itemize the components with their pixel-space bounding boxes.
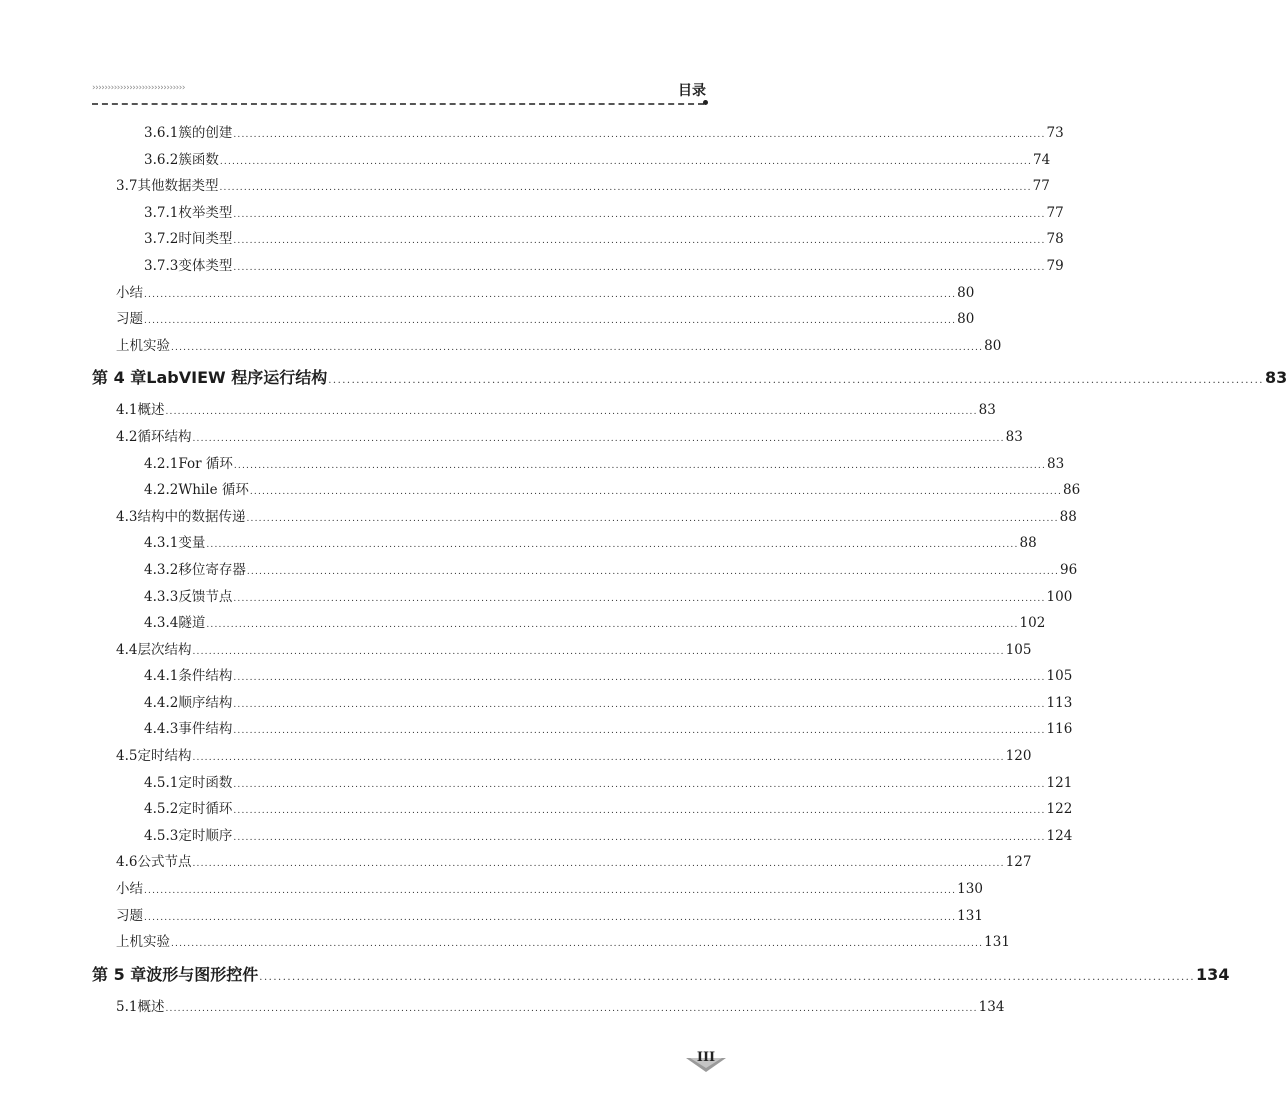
toc-entry-page: 134 <box>1196 964 1230 984</box>
toc-entry-title: 概述 <box>137 402 165 419</box>
toc-entry-title: 簇的创建 <box>178 125 233 141</box>
toc-entry-title: 反馈节点 <box>178 588 233 605</box>
toc-entry-page: 127 <box>1005 854 1032 871</box>
toc-entry-page: 88 <box>1059 508 1077 525</box>
toc-entry-title: 隧道 <box>178 615 206 632</box>
toc-entry[interactable] <box>92 994 1005 1021</box>
toc-entry-page: 134 <box>978 998 1005 1015</box>
toc-entry[interactable] <box>92 280 975 307</box>
toc-entry-number: 4.5.1 <box>144 774 179 791</box>
toc-entry-title: 移位寄存器 <box>178 561 246 578</box>
toc-entry-number: 4.4.2 <box>144 694 179 711</box>
toc-entry[interactable] <box>92 333 1002 360</box>
toc-entry-page: 77 <box>1046 204 1064 221</box>
toc-entry-number: 4.2.2 <box>144 482 179 499</box>
toc-entry-title: 定时函数 <box>178 774 233 791</box>
toc-entry-number: 3.7.3 <box>144 257 179 274</box>
toc-entry[interactable] <box>92 147 1051 174</box>
toc-entry-title: 条件结构 <box>178 668 233 685</box>
toc-entry-title: 定时循环 <box>178 801 233 818</box>
toc-entry-page: 105 <box>1005 641 1032 658</box>
toc-entry-number: 第 4 章 <box>92 368 147 388</box>
toc-entry[interactable] <box>92 253 1064 280</box>
toc-entry-number: 4.2 <box>116 428 138 445</box>
toc-entry-page: 77 <box>1032 178 1050 195</box>
toc-entry-title: 上机实验 <box>116 934 170 951</box>
toc-entry-number: 4.5.2 <box>144 801 179 818</box>
toc-entry-page: 131 <box>984 934 1010 951</box>
toc-entry-title: 簇函数 <box>178 151 219 168</box>
toc-entry[interactable] <box>92 610 1046 637</box>
toc-entry-number: 4.5.3 <box>144 827 179 844</box>
toc-entry[interactable] <box>92 530 1037 557</box>
toc-entry[interactable] <box>92 226 1064 253</box>
toc-entry-title: 循环结构 <box>137 428 192 445</box>
toc-entry-page: 113 <box>1046 694 1073 711</box>
toc-entry[interactable] <box>92 743 1032 770</box>
toc-dot-leader: ........................................................................................................................................................................................................ <box>165 407 978 418</box>
toc-entry-number: 5.1 <box>116 998 138 1015</box>
toc-dot-leader: ........................................................................................................................................................................................................ <box>206 620 1019 631</box>
toc-entry-page: 83 <box>1047 455 1065 472</box>
toc-entry-title: 变体类型 <box>178 257 233 274</box>
page-number: III <box>696 1050 716 1065</box>
toc-entry-number: 4.3.2 <box>144 561 179 578</box>
toc-entry[interactable] <box>92 504 1077 531</box>
toc-entry-title: 枚举类型 <box>178 204 233 221</box>
toc-entry-page: 73 <box>1046 125 1064 141</box>
toc-entry[interactable] <box>92 876 983 903</box>
running-header <box>92 80 708 108</box>
toc-dot-leader: ........................................................................................................................................................................................................ <box>249 487 1063 498</box>
toc-dot-leader: ........................................................................................................................................................................................................ <box>171 342 984 353</box>
toc-dot-leader: ........................................................................................................................................................................................................ <box>144 886 957 897</box>
toc-entry[interactable] <box>92 770 1073 797</box>
toc-entry-title: 公式节点 <box>137 854 192 871</box>
toc-dot-leader: ........................................................................................................................................................................................................ <box>206 540 1019 551</box>
toc-entry-title: 习题 <box>116 311 143 328</box>
toc-entry-number: 3.7.1 <box>144 204 179 221</box>
toc-entry[interactable] <box>92 200 1064 227</box>
toc-entry-page: 121 <box>1046 774 1073 791</box>
toc-entry[interactable] <box>92 424 1023 451</box>
toc-dot-leader: ........................................................................................................................................................................................................ <box>165 1003 978 1014</box>
toc-entry[interactable] <box>92 306 975 333</box>
toc-entry-number: 3.6.1 <box>144 125 179 141</box>
toc-dot-leader: ........................................................................................................................................................................................................ <box>144 316 957 327</box>
toc-entry-page: 130 <box>957 881 983 898</box>
toc-entry-number: 3.7 <box>116 178 138 195</box>
toc-entry[interactable] <box>92 637 1032 664</box>
toc-entry-page: 124 <box>1046 827 1073 844</box>
toc-chapter-entry[interactable] <box>92 359 1287 397</box>
toc-dot-leader: ........................................................................................................................................................................................................ <box>192 646 1005 657</box>
toc-entry-title: 波形与图形控件 <box>146 964 259 984</box>
toc-entry[interactable] <box>92 849 1032 876</box>
page-number-marker <box>686 1050 726 1074</box>
toc-dot-leader: ........................................................................................................................................................................................................ <box>233 236 1046 247</box>
toc-entry-page: 74 <box>1033 151 1051 168</box>
toc-dot-leader: ........................................................................................................................................................................................................ <box>192 859 1005 870</box>
toc-entry-page: 116 <box>1046 721 1073 738</box>
toc-entry-page: 80 <box>957 284 975 301</box>
toc-entry-title: LabVIEW 程序运行结构 <box>146 368 328 388</box>
toc-entry-title: 小结 <box>116 284 143 301</box>
toc-dot-leader: ........................................................................................................................................................................................................ <box>233 593 1046 604</box>
toc-entry-title: For 循环 <box>178 455 233 472</box>
toc-entry-page: 80 <box>984 337 1002 354</box>
toc-entry-title: 概述 <box>137 998 165 1015</box>
toc-entry[interactable] <box>92 557 1078 584</box>
toc-entry-page: 80 <box>957 311 975 328</box>
toc-entry-page: 86 <box>1063 482 1081 499</box>
toc-entry-page: 83 <box>1005 428 1023 445</box>
toc-entry-title: 事件结构 <box>178 721 233 738</box>
toc-entry-title: While 循环 <box>178 482 249 499</box>
toc-entry[interactable] <box>92 823 1073 850</box>
toc-entry[interactable] <box>92 903 983 930</box>
toc-entry-number: 4.4.1 <box>144 668 179 685</box>
toc-entry-number: 4.6 <box>116 854 138 871</box>
toc-dot-leader: ........................................................................................................................................................................................................ <box>233 262 1046 273</box>
toc-entry-number: 第 5 章 <box>92 964 147 984</box>
toc-entry-page: 102 <box>1019 615 1046 632</box>
toc-entry-number: 4.4 <box>116 641 138 658</box>
toc-entry-title: 其他数据类型 <box>137 178 219 195</box>
toc-dot-leader: ........................................................................................................................................................................................................ <box>233 209 1046 220</box>
header-arrow-ornament: ›››››››››››››››››››››››››››››› <box>92 83 185 93</box>
toc-entry-number: 4.3.3 <box>144 588 179 605</box>
toc-entry-number: 4.3.1 <box>144 535 179 552</box>
toc-entry-page: 120 <box>1005 748 1032 765</box>
toc-entry-title: 习题 <box>116 907 143 924</box>
toc-dot-leader: ........................................................................................................................................................................................................ <box>233 673 1046 684</box>
toc-entry-title: 变量 <box>178 535 206 552</box>
toc-dot-leader: ........................................................................................................................................................................................................ <box>233 726 1046 737</box>
toc-entry-number: 3.7.2 <box>144 231 179 248</box>
toc-entry-page: 88 <box>1019 535 1037 552</box>
toc-dot-leader: ........................................................................................................................................................................................................ <box>192 433 1005 444</box>
toc-entry-page: 105 <box>1046 668 1073 685</box>
toc-entry-number: 3.6.2 <box>144 151 179 168</box>
toc-entry-page: 83 <box>978 402 996 419</box>
toc-entry-page: 96 <box>1060 561 1078 578</box>
toc-entry-title: 定时结构 <box>137 748 192 765</box>
table-of-contents <box>92 120 1287 1020</box>
toc-dot-leader: ........................................................................................................................................................................................................ <box>328 375 1264 387</box>
toc-dot-leader: ........................................................................................................................................................................................................ <box>144 912 957 923</box>
toc-dot-leader: ........................................................................................................................................................................................................ <box>233 832 1046 843</box>
header-title: 目录 <box>678 83 706 99</box>
toc-entry-number: 4.3 <box>116 508 138 525</box>
toc-entry-page: 78 <box>1046 231 1064 248</box>
toc-entry-number: 4.2.1 <box>144 455 179 472</box>
toc-dot-leader: ........................................................................................................................................................................................................ <box>233 130 1046 140</box>
toc-dot-leader: ........................................................................................................................................................................................................ <box>171 939 984 950</box>
toc-entry-title: 结构中的数据传递 <box>137 508 246 525</box>
toc-entry[interactable] <box>92 451 1065 478</box>
toc-entry-title: 时间类型 <box>178 231 233 248</box>
toc-entry-title: 层次结构 <box>137 641 192 658</box>
toc-dot-leader: ........................................................................................................................................................................................................ <box>233 806 1046 817</box>
toc-entry-number: 4.4.3 <box>144 721 179 738</box>
toc-dot-leader: ........................................................................................................................................................................................................ <box>233 779 1046 790</box>
toc-dot-leader: ........................................................................................................................................................................................................ <box>259 971 1196 983</box>
toc-entry[interactable] <box>92 120 1064 147</box>
toc-entry-title: 定时顺序 <box>178 827 233 844</box>
toc-entry-title: 顺序结构 <box>178 694 233 711</box>
toc-entry-page: 131 <box>957 907 983 924</box>
toc-entry[interactable] <box>92 477 1081 504</box>
toc-entry[interactable] <box>92 690 1073 717</box>
toc-entry[interactable] <box>92 929 1010 956</box>
toc-chapter-entry[interactable] <box>92 956 1230 994</box>
toc-dot-leader: ........................................................................................................................................................................................................ <box>246 513 1059 524</box>
toc-dot-leader: ........................................................................................................................................................................................................ <box>219 156 1033 167</box>
toc-entry-number: 4.3.4 <box>144 615 179 632</box>
toc-entry[interactable] <box>92 173 1050 200</box>
toc-dot-leader: ........................................................................................................................................................................................................ <box>233 460 1047 471</box>
toc-entry[interactable] <box>92 716 1073 743</box>
toc-dot-leader: ........................................................................................................................................................................................................ <box>192 753 1005 764</box>
toc-entry[interactable] <box>92 663 1073 690</box>
toc-dot-leader: ........................................................................................................................................................................................................ <box>233 699 1046 710</box>
header-rule-end-dot <box>703 100 708 105</box>
toc-entry-page: 122 <box>1046 801 1073 818</box>
toc-entry[interactable] <box>92 584 1073 611</box>
toc-entry-title: 小结 <box>116 881 143 898</box>
toc-entry-number: 4.5 <box>116 748 138 765</box>
toc-entry-page: 100 <box>1046 588 1073 605</box>
toc-dot-leader: ........................................................................................................................................................................................................ <box>144 289 957 300</box>
toc-entry-title: 上机实验 <box>116 337 170 354</box>
toc-dot-leader: ........................................................................................................................................................................................................ <box>246 566 1060 577</box>
toc-entry[interactable] <box>92 796 1073 823</box>
toc-entry-page: 83 <box>1264 368 1287 388</box>
toc-entry-number: 4.1 <box>116 402 138 419</box>
toc-entry-page: 79 <box>1046 257 1064 274</box>
toc-dot-leader: ........................................................................................................................................................................................................ <box>219 183 1032 194</box>
header-dashed-rule <box>92 103 704 105</box>
toc-entry[interactable] <box>92 397 996 424</box>
